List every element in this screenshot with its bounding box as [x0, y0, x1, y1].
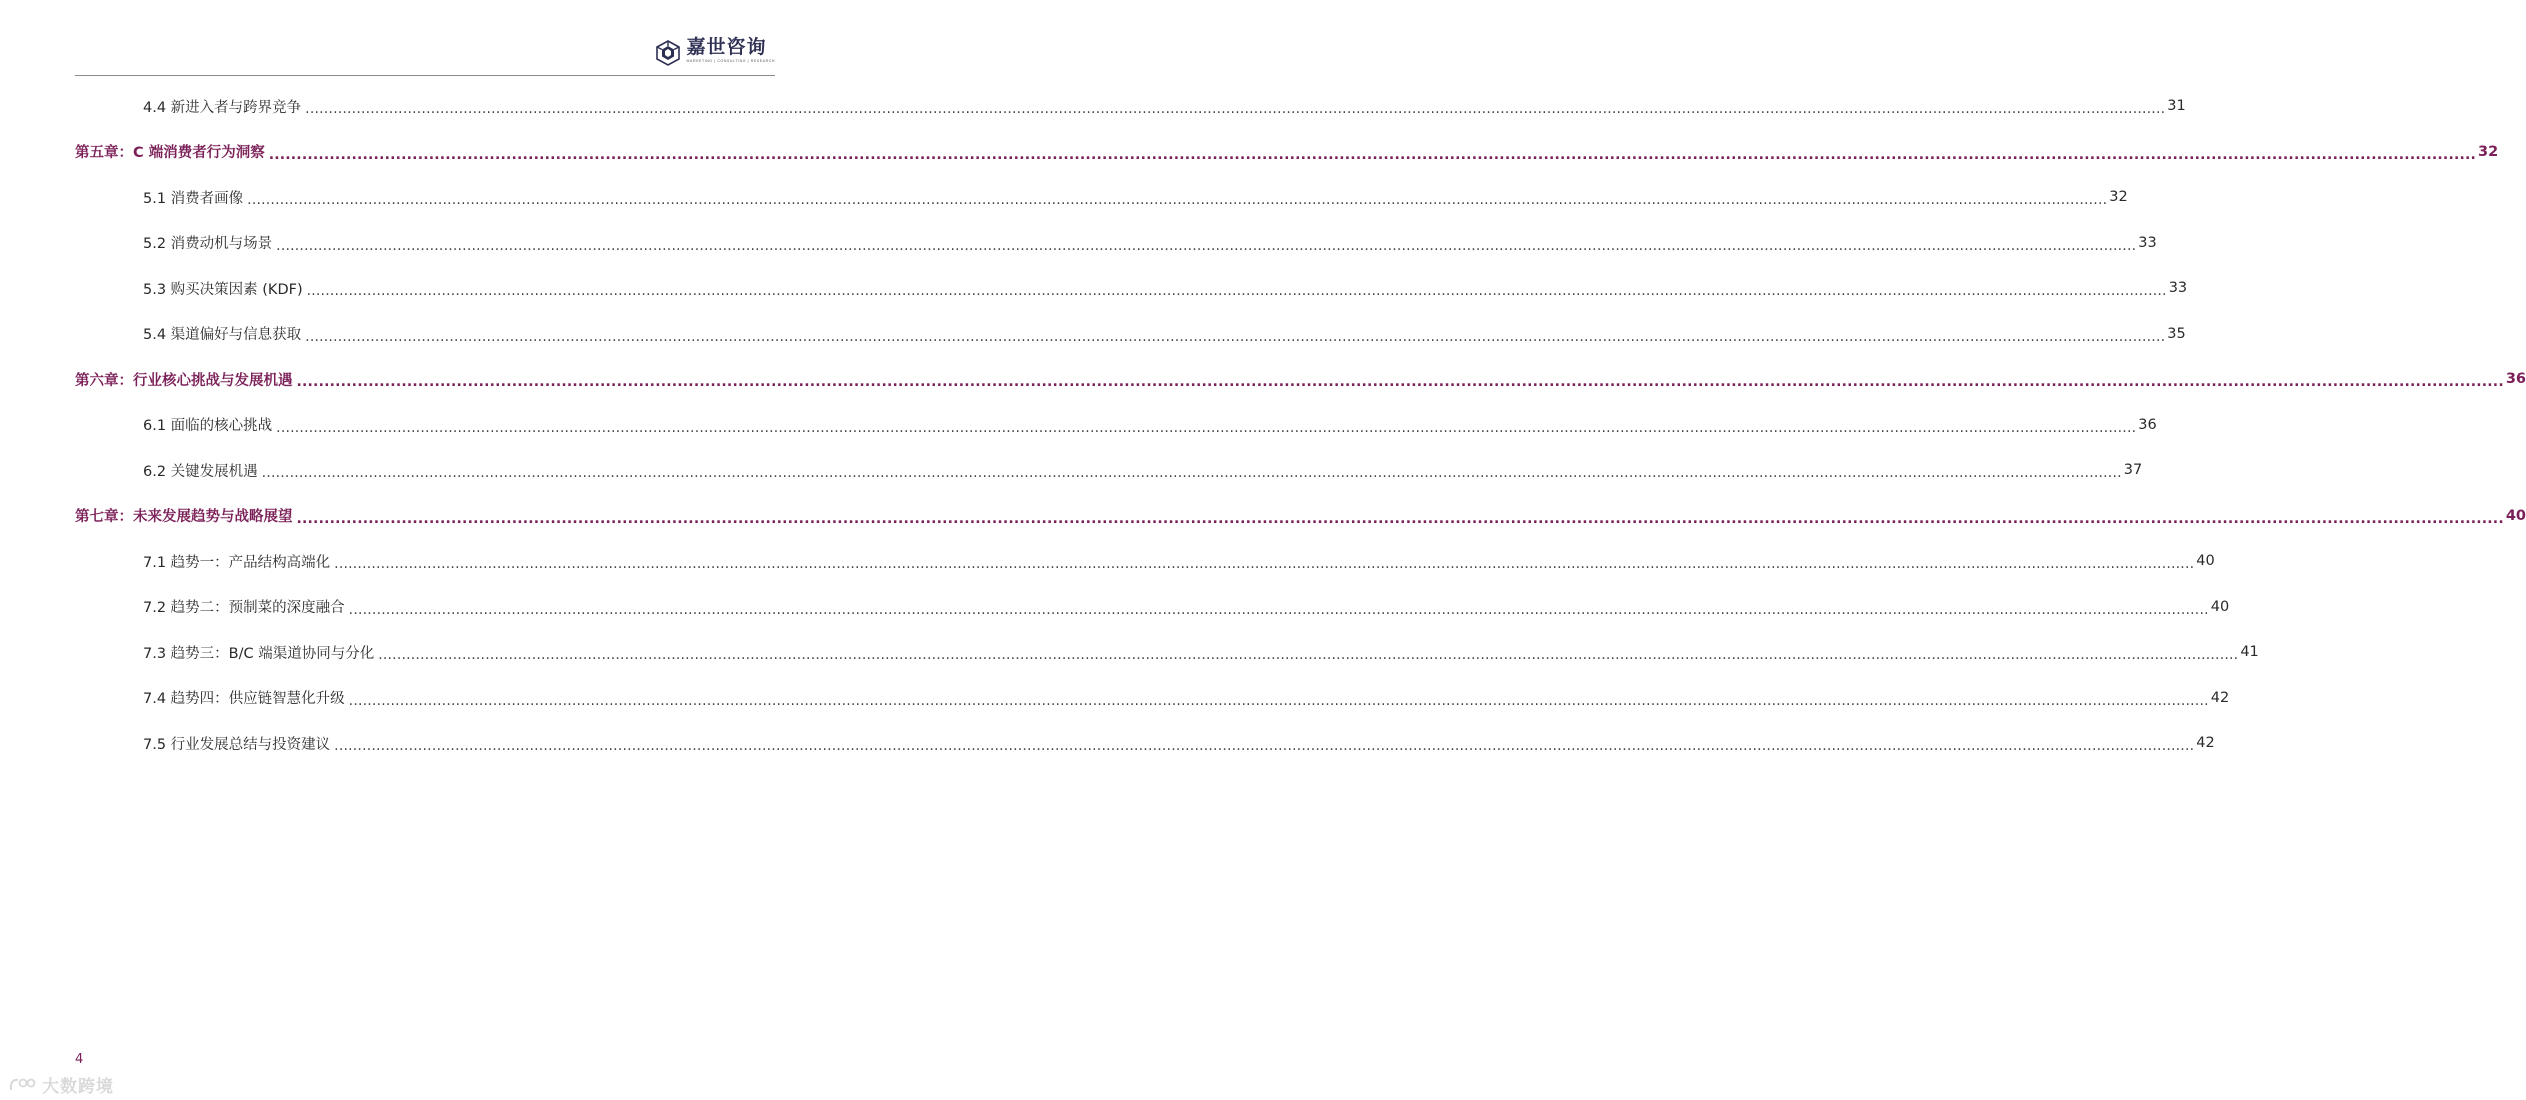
- toc-entry-title: 7.1 趋势一：产品结构高端化: [143, 554, 331, 571]
- toc-entry-page-number: 35: [2167, 325, 2186, 342]
- logo-name: 嘉世咨询: [686, 36, 767, 58]
- toc-dot-leader: ................................................................................................................................................................................................................................................................................................................................................................................................................: [276, 237, 2137, 254]
- toc-section-entry[interactable]: [75, 686, 2230, 710]
- toc-entry-page-number: 31: [2167, 98, 2186, 114]
- toc-section-entry[interactable]: [75, 640, 2259, 664]
- toc-entry-page-number: 40: [2210, 598, 2230, 615]
- toc-entry-page-number: 42: [2210, 689, 2230, 706]
- toc-entry-page-number: 42: [2196, 735, 2215, 751]
- header-divider: [75, 75, 775, 76]
- toc-section-entry[interactable]: [75, 185, 2128, 209]
- toc-section-entry[interactable]: [75, 94, 2186, 118]
- toc-entry-title: 7.4 趋势四：供应链智慧化升级: [143, 691, 345, 707]
- toc-dot-leader: ................................................................................................................................................................................................................................................................................................................................................................................................................: [261, 465, 2122, 481]
- toc-entry-title: 7.3 趋势三：B/C 端渠道协同与分化: [143, 645, 375, 662]
- toc-entry-title: 4.4 新进入者与跨界竞争: [143, 99, 302, 116]
- toc-entry-page-number: 32: [2478, 143, 2499, 160]
- toc-section-entry[interactable]: [75, 458, 2143, 482]
- toc-dot-leader: ................................................................................................................................................................................................................................................................................................................................................................................................................: [296, 374, 2504, 390]
- toc-entry-page-number: 37: [2123, 462, 2143, 478]
- toc-section-entry[interactable]: [75, 413, 2157, 437]
- toc-entry-page-number: 36: [2138, 416, 2157, 433]
- toc-entry-page-number: 33: [2168, 280, 2188, 296]
- toc-chapter-entry[interactable]: [75, 140, 2499, 164]
- watermark-text: 大数跨境: [42, 1077, 114, 1097]
- page-number: 4: [75, 1052, 84, 1067]
- toc-dot-leader: ................................................................................................................................................................................................................................................................................................................................................................................................................: [305, 328, 2166, 345]
- toc-dot-leader: ................................................................................................................................................................................................................................................................................................................................................................................................................: [378, 647, 2239, 663]
- toc-dot-leader: ................................................................................................................................................................................................................................................................................................................................................................................................................: [296, 510, 2504, 527]
- toc-chapter-entry[interactable]: [75, 504, 2526, 528]
- toc-chapter-entry[interactable]: [75, 367, 2526, 391]
- toc-entry-page-number: 36: [2505, 371, 2526, 387]
- toc-dot-leader: ................................................................................................................................................................................................................................................................................................................................................................................................................: [334, 556, 2195, 572]
- toc-entry-page-number: 40: [2196, 553, 2215, 569]
- toc-entry-title: 第五章：C 端消费者行为洞察: [75, 145, 265, 161]
- watermark: [8, 1072, 114, 1097]
- toc-entry-page-number: 32: [2109, 189, 2128, 205]
- toc-entry-page-number: 40: [2505, 507, 2526, 524]
- toc-dot-leader: ................................................................................................................................................................................................................................................................................................................................................................................................................: [334, 738, 2195, 754]
- toc-entry-title: 5.4 渠道偏好与信息获取: [143, 327, 302, 343]
- toc-entry-title: 5.3 购买决策因素 (KDF): [143, 281, 303, 298]
- toc-section-entry[interactable]: [75, 731, 2215, 755]
- toc-entry-title: 7.2 趋势二：预制菜的深度融合: [143, 600, 345, 616]
- toc-dot-leader: ................................................................................................................................................................................................................................................................................................................................................................................................................: [305, 101, 2166, 117]
- company-logo: [655, 36, 775, 70]
- toc-entry-page-number: 41: [2240, 644, 2259, 660]
- toc-section-entry[interactable]: [75, 231, 2157, 255]
- toc-dot-leader: ................................................................................................................................................................................................................................................................................................................................................................................................................: [348, 601, 2209, 618]
- toc-section-entry[interactable]: [75, 549, 2215, 573]
- toc-dot-leader: ................................................................................................................................................................................................................................................................................................................................................................................................................: [348, 692, 2209, 709]
- toc-dot-leader: ................................................................................................................................................................................................................................................................................................................................................................................................................: [306, 283, 2167, 299]
- toc-section-entry[interactable]: [75, 595, 2230, 619]
- toc-entry-page-number: 33: [2138, 234, 2157, 251]
- logo-mark-icon: [655, 40, 681, 66]
- toc-entry-title: 5.2 消费动机与场景: [143, 236, 273, 252]
- page-header: [75, 30, 775, 76]
- toc-entry-title: 6.1 面临的核心挑战: [143, 418, 273, 434]
- toc-section-entry[interactable]: [75, 322, 2186, 346]
- toc-dot-leader: ................................................................................................................................................................................................................................................................................................................................................................................................................: [268, 146, 2477, 163]
- toc-entry-title: 7.5 行业发展总结与投资建议: [143, 736, 331, 753]
- toc-entry-title: 第六章：行业核心挑战与发展机遇: [75, 372, 293, 389]
- watermark-logo-icon: [8, 1075, 38, 1095]
- toc-entry-title: 6.2 关键发展机遇: [143, 463, 258, 480]
- toc-entry-title: 第七章：未来发展趋势与战略展望: [75, 509, 293, 525]
- toc-dot-leader: ................................................................................................................................................................................................................................................................................................................................................................................................................: [247, 192, 2108, 208]
- toc-dot-leader: ................................................................................................................................................................................................................................................................................................................................................................................................................: [276, 419, 2137, 436]
- toc-entry-title: 5.1 消费者画像: [143, 190, 244, 207]
- logo-tagline: MARKETING | CONSULTING | RESEARCH: [686, 59, 775, 63]
- toc-section-entry[interactable]: [75, 276, 2188, 300]
